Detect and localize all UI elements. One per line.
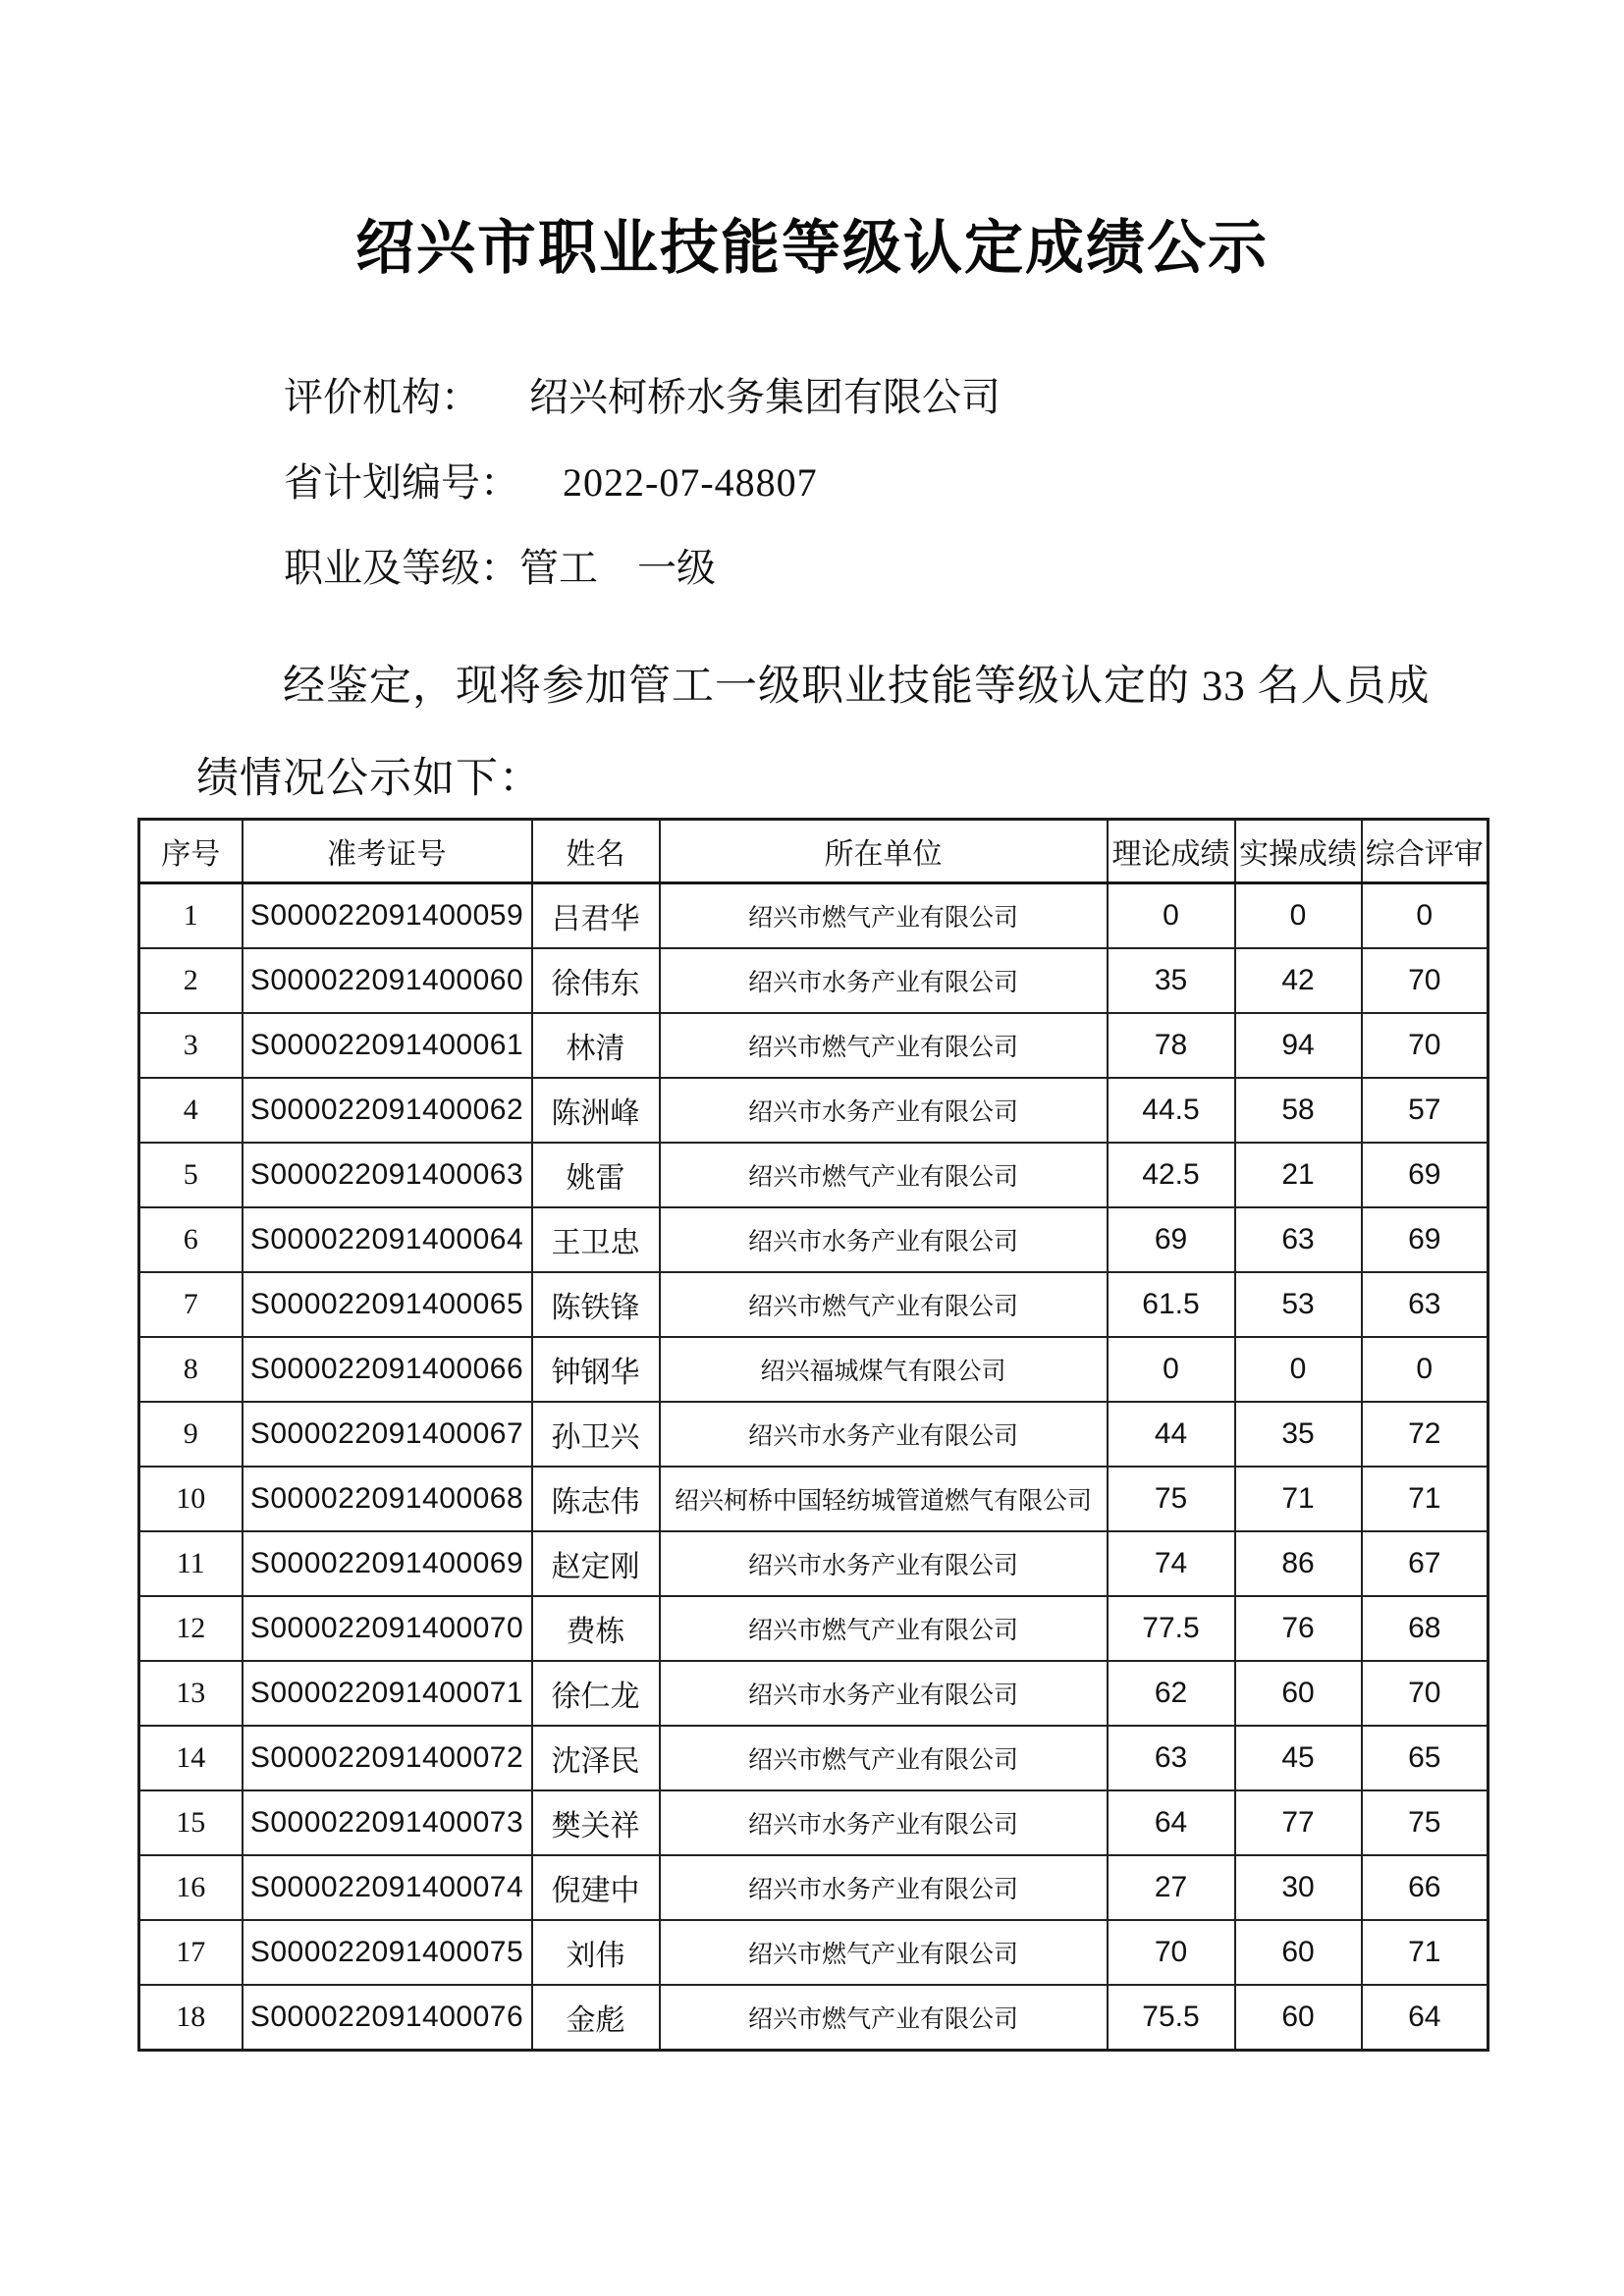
cell-col-practical-score: 0 (1235, 1337, 1362, 1402)
table-row (139, 1143, 1489, 1207)
cell-col-index: 11 (139, 1531, 243, 1596)
cell-col-employer: 绍兴市燃气产业有限公司 (660, 883, 1108, 949)
cell-col-employer: 绍兴市燃气产业有限公司 (660, 1272, 1108, 1337)
cell-col-name: 姚雷 (532, 1143, 660, 1207)
table-header-row (139, 820, 1489, 883)
table-row (139, 1207, 1489, 1272)
cell-col-practical-score: 60 (1235, 1985, 1362, 2051)
cell-col-name: 金彪 (532, 1985, 660, 2051)
cell-col-practical-score: 58 (1235, 1078, 1362, 1143)
header-col-theory-score: 理论成绩 (1108, 820, 1235, 883)
table-row (139, 1855, 1489, 1920)
cell-col-review-score: 64 (1362, 1985, 1489, 2051)
cell-col-review-score: 0 (1362, 883, 1489, 949)
cell-col-name: 林清 (532, 1013, 660, 1078)
cell-col-practical-score: 45 (1235, 1726, 1362, 1790)
cell-col-employer: 绍兴市水务产业有限公司 (660, 948, 1108, 1013)
meta-line-plan-number (284, 440, 1001, 525)
cell-col-exam-id: S000022091400074 (243, 1855, 532, 1920)
occupation-level-label: 职业及等级： (284, 546, 519, 590)
cell-col-employer: 绍兴市水务产业有限公司 (660, 1207, 1108, 1272)
header-col-practical-score: 实操成绩 (1235, 820, 1362, 883)
cell-col-review-score: 65 (1362, 1726, 1489, 1790)
results-table (137, 818, 1489, 2052)
cell-col-practical-score: 77 (1235, 1790, 1362, 1855)
cell-col-review-score: 71 (1362, 1920, 1489, 1985)
table-row (139, 1920, 1489, 1985)
cell-col-exam-id: S000022091400065 (243, 1272, 532, 1337)
table-row (139, 1596, 1489, 1661)
cell-col-review-score: 57 (1362, 1078, 1489, 1143)
evaluating-org-label: 评价机构： (284, 375, 480, 419)
meta-block (284, 354, 1001, 611)
header-col-review-score: 综合评审 (1362, 820, 1489, 883)
cell-col-practical-score: 71 (1235, 1467, 1362, 1531)
cell-col-practical-score: 42 (1235, 948, 1362, 1013)
cell-col-name: 刘伟 (532, 1920, 660, 1985)
cell-col-theory-score: 61.5 (1108, 1272, 1235, 1337)
cell-col-employer: 绍兴市水务产业有限公司 (660, 1402, 1108, 1467)
cell-col-practical-score: 35 (1235, 1402, 1362, 1467)
cell-col-index: 18 (139, 1985, 243, 2051)
cell-col-employer: 绍兴市水务产业有限公司 (660, 1661, 1108, 1726)
cell-col-employer: 绍兴柯桥中国轻纺城管道燃气有限公司 (660, 1467, 1108, 1531)
cell-col-practical-score: 60 (1235, 1661, 1362, 1726)
cell-col-name: 陈洲峰 (532, 1078, 660, 1143)
cell-col-theory-score: 44 (1108, 1402, 1235, 1467)
cell-col-theory-score: 62 (1108, 1661, 1235, 1726)
cell-col-theory-score: 70 (1108, 1920, 1235, 1985)
table-row (139, 1790, 1489, 1855)
cell-col-index: 7 (139, 1272, 243, 1337)
cell-col-practical-score: 86 (1235, 1531, 1362, 1596)
table-row (139, 1337, 1489, 1402)
cell-col-theory-score: 69 (1108, 1207, 1235, 1272)
occupation-level-value: 管工 一级 (519, 546, 716, 590)
cell-col-practical-score: 30 (1235, 1855, 1362, 1920)
cell-col-exam-id: S000022091400063 (243, 1143, 532, 1207)
table-row (139, 948, 1489, 1013)
cell-col-name: 赵定刚 (532, 1531, 660, 1596)
cell-col-name: 徐仁龙 (532, 1661, 660, 1726)
cell-col-employer: 绍兴市水务产业有限公司 (660, 1531, 1108, 1596)
cell-col-exam-id: S000022091400072 (243, 1726, 532, 1790)
cell-col-review-score: 70 (1362, 1661, 1489, 1726)
cell-col-review-score: 75 (1362, 1790, 1489, 1855)
cell-col-index: 14 (139, 1726, 243, 1790)
table-row (139, 1467, 1489, 1531)
cell-col-exam-id: S000022091400060 (243, 948, 532, 1013)
page-title: 绍兴市职业技能等级认定成绩公示 (355, 216, 1269, 281)
header-col-index: 序号 (139, 820, 243, 883)
cell-col-exam-id: S000022091400066 (243, 1337, 532, 1402)
cell-col-review-score: 67 (1362, 1531, 1489, 1596)
cell-col-index: 17 (139, 1920, 243, 1985)
cell-col-theory-score: 75 (1108, 1467, 1235, 1531)
cell-col-review-score: 71 (1362, 1467, 1489, 1531)
cell-col-employer: 绍兴市燃气产业有限公司 (660, 1596, 1108, 1661)
table-row (139, 1726, 1489, 1790)
cell-col-review-score: 68 (1362, 1596, 1489, 1661)
cell-col-employer: 绍兴市水务产业有限公司 (660, 1078, 1108, 1143)
cell-col-exam-id: S000022091400070 (243, 1596, 532, 1661)
table-row (139, 1985, 1489, 2051)
cell-col-index: 8 (139, 1337, 243, 1402)
cell-col-employer: 绍兴市燃气产业有限公司 (660, 1726, 1108, 1790)
cell-col-theory-score: 35 (1108, 948, 1235, 1013)
cell-col-theory-score: 0 (1108, 1337, 1235, 1402)
cell-col-employer: 绍兴市燃气产业有限公司 (660, 1143, 1108, 1207)
cell-col-index: 2 (139, 948, 243, 1013)
cell-col-name: 孙卫兴 (532, 1402, 660, 1467)
cell-col-name: 倪建中 (532, 1855, 660, 1920)
cell-col-theory-score: 63 (1108, 1726, 1235, 1790)
table-row (139, 1661, 1489, 1726)
cell-col-practical-score: 53 (1235, 1272, 1362, 1337)
header-col-name: 姓名 (532, 820, 660, 883)
table-row (139, 1402, 1489, 1467)
cell-col-exam-id: S000022091400059 (243, 883, 532, 949)
cell-col-index: 10 (139, 1467, 243, 1531)
cell-col-index: 4 (139, 1078, 243, 1143)
cell-col-review-score: 0 (1362, 1337, 1489, 1402)
cell-col-employer: 绍兴市水务产业有限公司 (660, 1790, 1108, 1855)
cell-col-theory-score: 0 (1108, 883, 1235, 949)
cell-col-employer: 绍兴市燃气产业有限公司 (660, 1013, 1108, 1078)
cell-col-exam-id: S000022091400076 (243, 1985, 532, 2051)
cell-col-review-score: 66 (1362, 1855, 1489, 1920)
cell-col-practical-score: 94 (1235, 1013, 1362, 1078)
cell-col-name: 沈泽民 (532, 1726, 660, 1790)
table-row (139, 1272, 1489, 1337)
cell-col-exam-id: S000022091400064 (243, 1207, 532, 1272)
cell-col-review-score: 70 (1362, 1013, 1489, 1078)
cell-col-theory-score: 75.5 (1108, 1985, 1235, 2051)
cell-col-index: 9 (139, 1402, 243, 1467)
cell-col-employer: 绍兴市水务产业有限公司 (660, 1855, 1108, 1920)
cell-col-review-score: 70 (1362, 948, 1489, 1013)
cell-col-review-score: 63 (1362, 1272, 1489, 1337)
cell-col-exam-id: S000022091400075 (243, 1920, 532, 1985)
intro-line-2: 绩情况公示如下： (196, 756, 542, 802)
cell-col-theory-score: 42.5 (1108, 1143, 1235, 1207)
plan-number-label: 省计划编号： (284, 460, 519, 505)
plan-number-value: 2022-07-48807 (563, 460, 818, 505)
cell-col-theory-score: 74 (1108, 1531, 1235, 1596)
cell-col-name: 吕君华 (532, 883, 660, 949)
cell-col-practical-score: 63 (1235, 1207, 1362, 1272)
cell-col-index: 5 (139, 1143, 243, 1207)
cell-col-employer: 绍兴市燃气产业有限公司 (660, 1920, 1108, 1985)
table-row (139, 1013, 1489, 1078)
cell-col-employer: 绍兴市燃气产业有限公司 (660, 1985, 1108, 2051)
cell-col-exam-id: S000022091400073 (243, 1790, 532, 1855)
cell-col-name: 陈铁锋 (532, 1272, 660, 1337)
cell-col-exam-id: S000022091400061 (243, 1013, 532, 1078)
cell-col-index: 6 (139, 1207, 243, 1272)
cell-col-name: 樊关祥 (532, 1790, 660, 1855)
header-col-exam-id: 准考证号 (243, 820, 532, 883)
cell-col-name: 陈志伟 (532, 1467, 660, 1531)
cell-col-review-score: 69 (1362, 1143, 1489, 1207)
cell-col-practical-score: 60 (1235, 1920, 1362, 1985)
cell-col-index: 3 (139, 1013, 243, 1078)
cell-col-practical-score: 21 (1235, 1143, 1362, 1207)
header-col-employer: 所在单位 (660, 820, 1108, 883)
cell-col-review-score: 69 (1362, 1207, 1489, 1272)
cell-col-theory-score: 27 (1108, 1855, 1235, 1920)
meta-line-evaluating-org (284, 354, 1001, 440)
cell-col-theory-score: 64 (1108, 1790, 1235, 1855)
cell-col-index: 15 (139, 1790, 243, 1855)
cell-col-exam-id: S000022091400067 (243, 1402, 532, 1467)
cell-col-index: 1 (139, 883, 243, 949)
cell-col-theory-score: 77.5 (1108, 1596, 1235, 1661)
cell-col-review-score: 72 (1362, 1402, 1489, 1467)
intro-paragraph (196, 641, 1453, 826)
cell-col-name: 徐伟东 (532, 948, 660, 1013)
cell-col-name: 王卫忠 (532, 1207, 660, 1272)
cell-col-practical-score: 76 (1235, 1596, 1362, 1661)
cell-col-exam-id: S000022091400071 (243, 1661, 532, 1726)
cell-col-theory-score: 44.5 (1108, 1078, 1235, 1143)
cell-col-practical-score: 0 (1235, 883, 1362, 949)
evaluating-org-value: 绍兴柯桥水务集团有限公司 (529, 375, 1001, 419)
cell-col-exam-id: S000022091400069 (243, 1531, 532, 1596)
cell-col-name: 钟钢华 (532, 1337, 660, 1402)
cell-col-theory-score: 78 (1108, 1013, 1235, 1078)
meta-line-occupation-level (284, 525, 1001, 611)
table-row (139, 1531, 1489, 1596)
cell-col-name: 费栋 (532, 1596, 660, 1661)
table-row (139, 1078, 1489, 1143)
cell-col-employer: 绍兴福城煤气有限公司 (660, 1337, 1108, 1402)
cell-col-index: 16 (139, 1855, 243, 1920)
cell-col-index: 13 (139, 1661, 243, 1726)
cell-col-exam-id: S000022091400068 (243, 1467, 532, 1531)
table-row (139, 883, 1489, 949)
cell-col-exam-id: S000022091400062 (243, 1078, 532, 1143)
cell-col-index: 12 (139, 1596, 243, 1661)
intro-line-1: 经鉴定，现将参加管工一级职业技能等级认定的 33 名人员成 (283, 664, 1431, 710)
